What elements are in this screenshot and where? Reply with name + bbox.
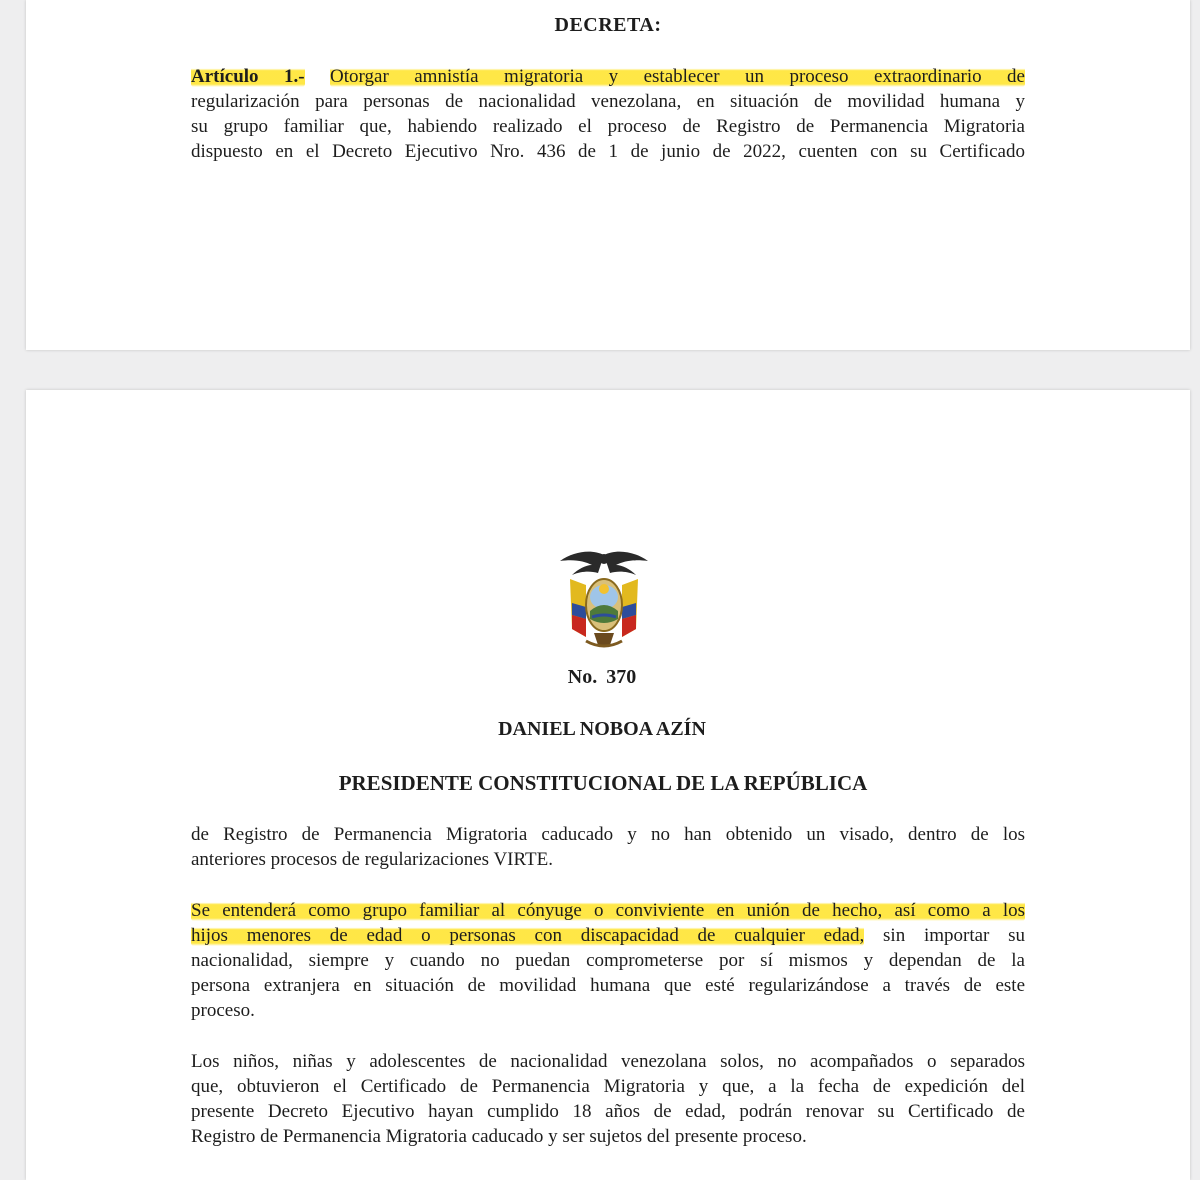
paragraph-2 <box>191 898 1025 1023</box>
president-title: PRESIDENTE CONSTITUCIONAL DE LA REPÚBLICA <box>338 771 868 795</box>
paragraph-1 <box>191 822 1025 872</box>
article-label: Artículo 1.- <box>191 66 305 87</box>
article-line-1 <box>191 64 1025 89</box>
paragraph-1-line-1: de Registro de Permanencia Migratoria caducado y no han obtenido un visado, dentro de los <box>191 824 1025 845</box>
article-line-3: su grupo familiar que, habiendo realizado el proceso de Registro de Permanencia Migratoria <box>191 116 1025 137</box>
paragraph-2-line-2-rest: sin importar su <box>883 925 1026 946</box>
coat-of-arms-icon <box>556 545 652 655</box>
paragraph-2-line-5: proceso. <box>191 1000 255 1021</box>
decree-number: No. 370 <box>567 666 637 688</box>
decreta-heading: DECRETA: <box>554 14 662 36</box>
president-name: DANIEL NOBOA AZÍN <box>498 718 706 740</box>
paragraph-3-line-4: Registro de Permanencia Migratoria caducado y ser sujetos del presente proceso. <box>191 1126 807 1147</box>
paragraph-3 <box>191 1049 1025 1149</box>
paragraph-2-line-2 <box>191 923 1025 948</box>
paragraph-2-line-4: persona extranjera en situación de movilidad humana que esté regularizándose a través de este <box>191 975 1025 996</box>
paragraph-2-highlight-2: hijos menores de edad o personas con discapacidad de cualquier edad, <box>191 925 865 946</box>
paragraph-2-highlight-1: Se entenderá como grupo familiar al cónyuge o conviviente en unión de hecho, así como a los <box>191 900 1025 921</box>
document-page-bottom <box>26 390 1190 1180</box>
paragraph-3-line-3: presente Decreto Ejecutivo hayan cumplido 18 años de edad, podrán renovar su Certificado de <box>191 1101 1025 1122</box>
paragraph-2-line-1 <box>191 898 1025 923</box>
paragraph-1-line-2: anteriores procesos de regularizaciones VIRTE. <box>191 849 554 870</box>
document-page-top <box>26 0 1190 350</box>
article-line-4: dispuesto en el Decreto Ejecutivo Nro. 436 de 1 de junio de 2022, cuenten con su Certificado <box>191 141 1025 162</box>
paragraph-3-line-1: Los niños, niñas y adolescentes de nacionalidad venezolana solos, no acompañados o separados <box>191 1051 1025 1072</box>
article-line-1-text: Otorgar amnistía migratoria y establecer un proceso extraordinario de <box>330 66 1025 87</box>
article-line-2: regularización para personas de nacionalidad venezolana, en situación de movilidad humana y <box>191 91 1025 112</box>
paragraph-2-line-3: nacionalidad, siempre y cuando no puedan comprometerse por sí mismos y dependan de la <box>191 950 1025 971</box>
article-1-paragraph <box>191 64 1025 164</box>
paragraph-3-line-2: que, obtuvieron el Certificado de Permanencia Migratoria y que, a la fecha de expedición del <box>191 1076 1025 1097</box>
